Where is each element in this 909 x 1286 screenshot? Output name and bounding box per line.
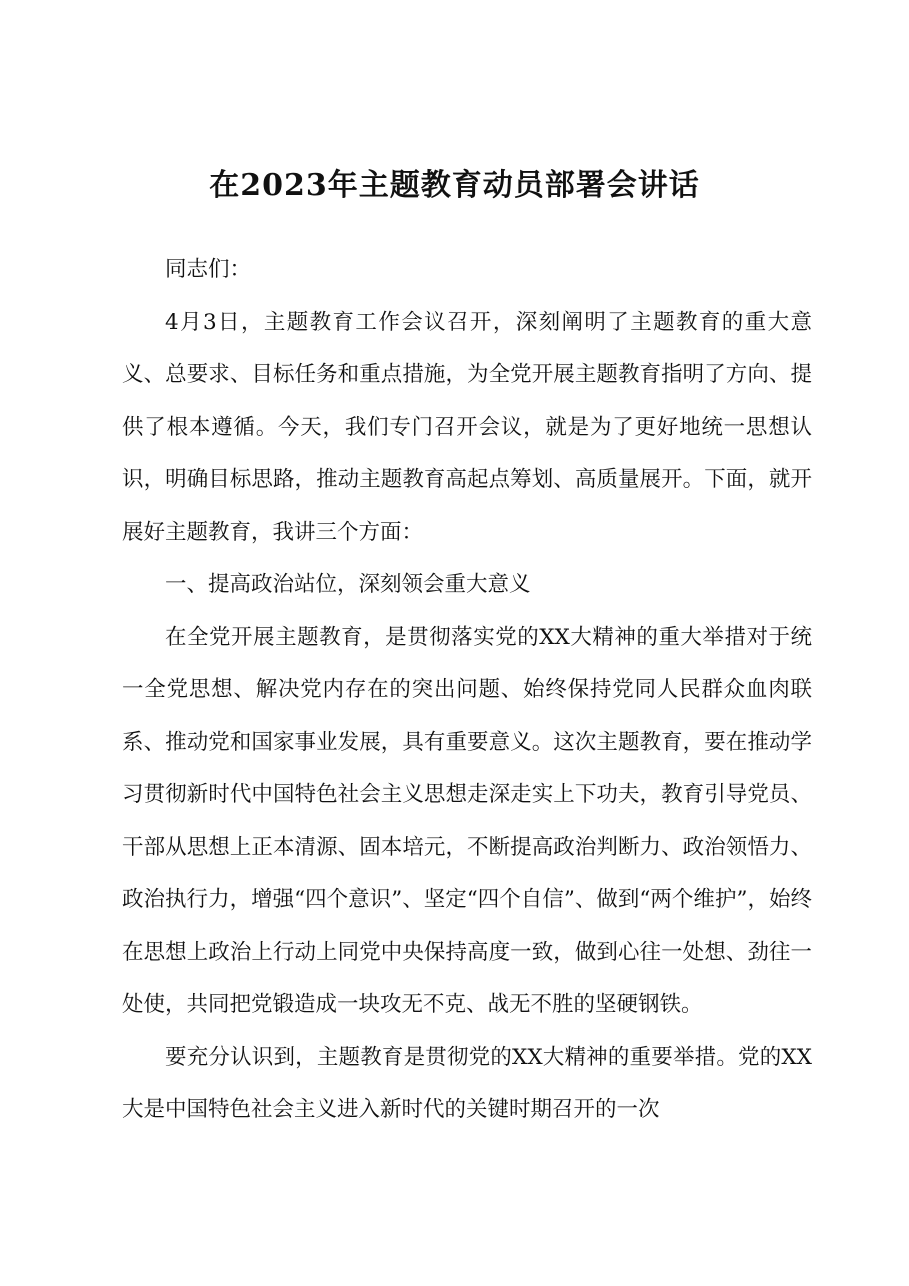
paragraph-significance: 在全党开展主题教育，是贯彻落实党的XX大精神的重大举措对于统一全党思想、解决党内存在的突出问题、始终保持党同人民群众血肉联系、推动党和国家事业发展，具有重要意义。这次主题教育，要在推动学习贯彻新时代中国特色社会主义思想走深走实上下功夫，教育引导党员、干部从思想上正本清源、固本培元，不断提高政治判断力、政治领悟力、政治执行力，增强“四个意识”、坚定“四个自信”、做到“两个维护”，始终在思想上政治上行动上同党中央保持高度一致，做到心往一处想、劲往一处使，共同把党锻造成一块攻无不克、战无不胜的坚硬钢铁。 — [122, 624, 812, 1017]
section-heading-1: 一、提高政治站位，深刻领会重大意义 — [165, 572, 531, 597]
document-title: 在2023年主题教育动员部署会讲话 — [209, 168, 700, 203]
document-body — [122, 244, 812, 1137]
paragraph-intro: 4月3日，主题教育工作会议召开，深刻阐明了主题教育的重大意义、总要求、目标任务和重点措施，为全党开展主题教育指明了方向、提供了根本遵循。今天，我们专门召开会议，就是为了更好地统一思想认识，明确目标思路，推动主题教育高起点筹划、高质量展开。下面，就开展好主题教育，我讲三个方面： — [122, 309, 812, 545]
greeting: 同志们： — [165, 257, 252, 282]
paragraph-xx-congress: 要充分认识到，主题教育是贯彻党的XX大精神的重要举措。党的XX大是中国特色社会主义进入新时代的关键时期召开的一次 — [122, 1044, 812, 1122]
